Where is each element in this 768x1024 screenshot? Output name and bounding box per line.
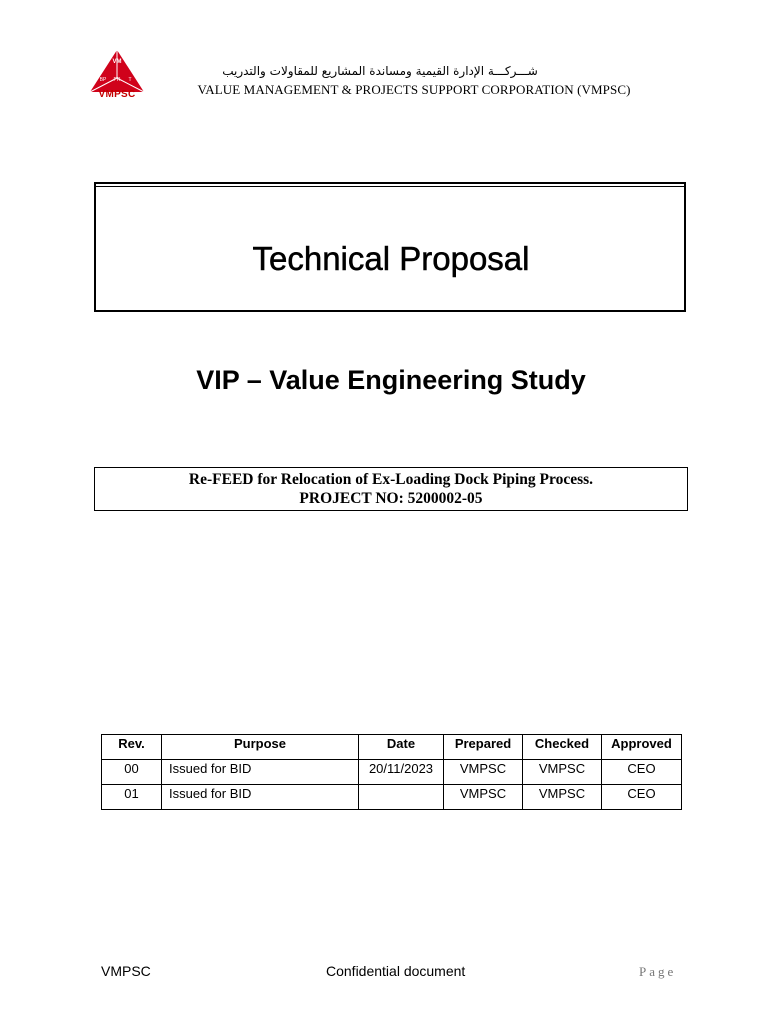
header-checked: Checked bbox=[523, 735, 602, 760]
logo-letters-center: PR bbox=[113, 77, 121, 83]
cell-prepared: VMPSC bbox=[444, 760, 523, 785]
footer-confidential: Confidential document bbox=[326, 963, 466, 979]
revision-table-header bbox=[102, 735, 682, 760]
logo-letters-right: T bbox=[128, 77, 132, 83]
cell-checked: VMPSC bbox=[523, 760, 602, 785]
table-row bbox=[102, 760, 682, 785]
header-rev: Rev. bbox=[102, 735, 162, 760]
cell-purpose: Issued for BID bbox=[162, 760, 359, 785]
footer-company: VMPSC bbox=[101, 963, 151, 979]
logo-letters-left: BP bbox=[99, 77, 107, 83]
cell-rev: 01 bbox=[102, 785, 162, 810]
revision-table bbox=[101, 734, 682, 810]
cell-approved: CEO bbox=[602, 760, 682, 785]
header-approved: Approved bbox=[602, 735, 682, 760]
cell-purpose: Issued for BID bbox=[162, 785, 359, 810]
company-name-arabic: شـــركـــة الإدارة القيمية ومساندة المشاريع للمقاولات والتدريب bbox=[222, 64, 538, 78]
company-name-english: VALUE MANAGEMENT & PROJECTS SUPPORT CORPORATION (VMPSC) bbox=[197, 82, 631, 97]
header-prepared: Prepared bbox=[444, 735, 523, 760]
document-subtitle: VIP – Value Engineering Study bbox=[196, 365, 586, 395]
project-number: PROJECT NO: 5200002-05 bbox=[299, 490, 483, 507]
footer-page-label: Page bbox=[639, 964, 677, 979]
cell-approved: CEO bbox=[602, 785, 682, 810]
cell-date bbox=[359, 785, 444, 810]
document-title: Technical Proposal bbox=[252, 240, 530, 277]
table-row bbox=[102, 785, 682, 810]
project-description: Re-FEED for Relocation of Ex-Loading Dock Piping Process. bbox=[188, 471, 594, 488]
cell-rev: 00 bbox=[102, 760, 162, 785]
logo-letters-top: VM bbox=[112, 59, 122, 65]
header-date: Date bbox=[359, 735, 444, 760]
header-purpose: Purpose bbox=[162, 735, 359, 760]
cell-checked: VMPSC bbox=[523, 785, 602, 810]
cell-date: 20/11/2023 bbox=[359, 760, 444, 785]
logo-caption: VMPSC bbox=[98, 89, 136, 100]
cell-prepared: VMPSC bbox=[444, 785, 523, 810]
